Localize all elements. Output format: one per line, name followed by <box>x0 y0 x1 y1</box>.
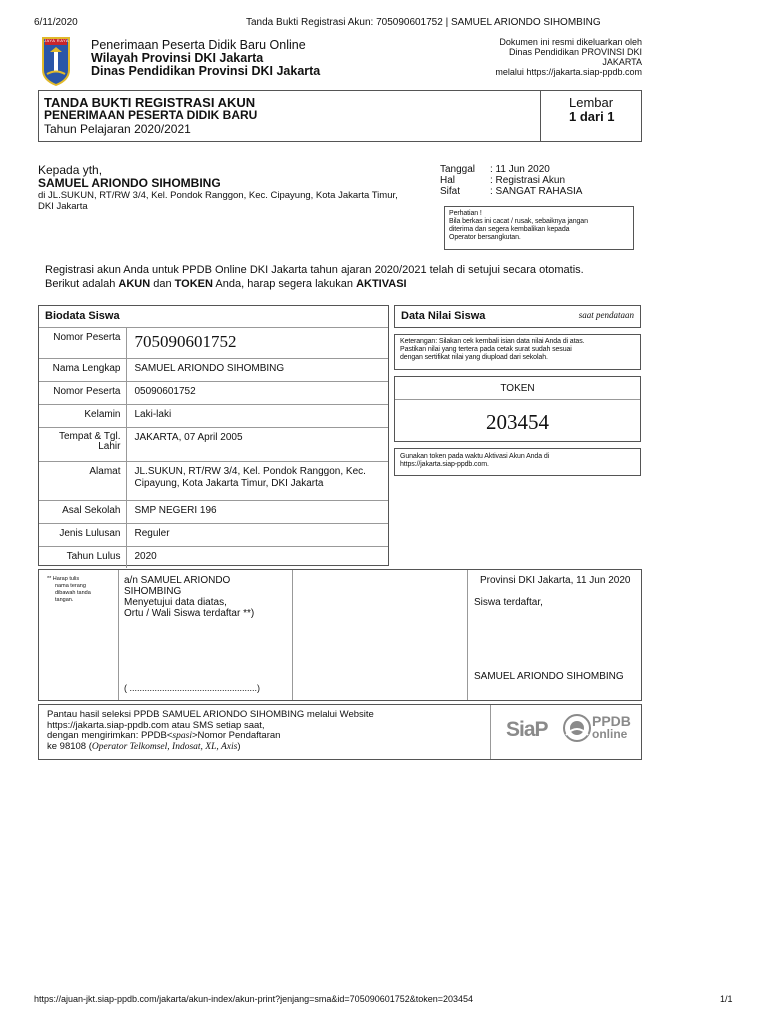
registered-label: Siswa terdaftar, <box>474 597 543 608</box>
token-divider <box>395 399 640 400</box>
bio-value-birth: JAKARTA, 07 April 2005 <box>126 428 388 462</box>
guardian-line3: Menyetujui data diatas, <box>124 597 227 608</box>
footer-line4-b: Operator Telkomsel, Indosat, XL, Axis <box>91 741 238 752</box>
recipient-address-2: DKI Jakarta <box>38 201 88 212</box>
token-label: TOKEN <box>500 383 535 394</box>
print-date: 6/11/2020 <box>34 17 78 28</box>
biodata-heading: Biodata Siswa <box>45 310 120 322</box>
print-title: Tanda Bukti Registrasi Akun: 705090601752 | SAMUEL ARIONDO SIHOMBING <box>246 17 601 28</box>
letterhead-line2: Wilayah Provinsi DKI Jakarta <box>91 51 264 65</box>
footer-line1: Pantau hasil seleksi PPDB SAMUEL ARIONDO SIHOMBING melalui Website <box>47 709 374 720</box>
recipient-address-1: di JL.SUKUN, RT/RW 3/4, Kel. Pondok Ranggon, Kec. Cipayung, Kota Jakarta Timur, <box>38 190 398 201</box>
bio-label: Alamat <box>39 462 126 501</box>
footer-line4-c: ) <box>237 740 241 752</box>
sig-divider-1 <box>118 570 119 700</box>
token-note-line2: https://jakarta.siap-ppdb.com. <box>400 461 489 468</box>
print-page: 1/1 <box>720 994 733 1004</box>
intro-line1: Registrasi akun Anda untuk PPDB Online DKI Jakarta tahun ajaran 2020/2021 telah di setujui secara otomatis. <box>45 264 584 276</box>
bio-value-graduation-type: Reguler <box>126 524 388 547</box>
guardian-line2: SIHOMBING <box>124 586 182 597</box>
ppdb-logo-text: PPDB <box>592 713 631 729</box>
footer-line3-b: spasi <box>172 731 192 741</box>
notice-line3: Operator bersangkutan. <box>449 234 521 241</box>
bio-label: Tempat & Tgl. Lahir <box>39 428 126 462</box>
footer-line3-c: >Nomor Pendaftaran <box>191 730 281 741</box>
table-row <box>39 547 388 568</box>
table-row <box>39 405 388 428</box>
footer-info-text <box>47 710 374 752</box>
footer-divider <box>490 705 491 759</box>
official-line1: Dokumen ini resmi dikeluarkan oleh <box>499 37 642 47</box>
grades-note-line3: dengan sertifikat nilai yang diupload dari sekolah. <box>400 354 548 361</box>
intro-text-c: dan <box>150 278 175 290</box>
official-line2: Dinas Pendidikan PROVINSI DKI <box>508 47 642 57</box>
grades-heading-note: saat pendataan <box>578 310 634 320</box>
notice-title: Perhatian ! <box>449 210 482 217</box>
guardian-line4: Ortu / Wali Siswa terdaftar **) <box>124 608 255 619</box>
siap-logo: SiaP <box>506 718 548 741</box>
sig-note <box>47 576 91 604</box>
bio-value-participant-no: 705090601752 <box>126 328 388 359</box>
token-value: 203454 <box>486 410 549 434</box>
notice-line2: diterima dan segera kembalikan kepada <box>449 226 570 233</box>
registered-name: SAMUEL ARIONDO SIHOMBING <box>474 671 624 682</box>
letterhead-line3: Dinas Pendidikan Provinsi DKI Jakarta <box>91 64 321 78</box>
bio-label: Jenis Lulusan <box>39 524 126 547</box>
bio-label: Tahun Lulus <box>39 547 126 568</box>
bio-label: Kelamin <box>39 405 126 428</box>
ppdb-logo-icon <box>562 713 592 743</box>
sig-note-line2: nama terang <box>55 583 86 589</box>
bio-label: Nomor Peserta <box>39 382 126 405</box>
nature-label: Sifat <box>440 186 461 197</box>
bio-value-school: SMP NEGERI 196 <box>126 501 388 524</box>
doc-title: TANDA BUKTI REGISTRASI AKUN <box>44 95 256 110</box>
intro-line2 <box>45 278 407 290</box>
guardian-blank: ( ...................................................) <box>124 683 261 693</box>
bio-value-gender: Laki-laki <box>126 405 388 428</box>
footer-line4-a: ke 98108 ( <box>47 740 92 752</box>
doc-subtitle: PENERIMAAN PESERTA DIDIK BARU <box>44 108 258 122</box>
sig-divider-2 <box>292 570 293 700</box>
bio-value-graduation-year: 2020 <box>126 547 388 568</box>
notice-box <box>444 206 634 250</box>
token-note-box <box>394 448 641 476</box>
official-line4: melalui https://jakarta.siap-ppdb.com <box>495 67 642 77</box>
letterhead-line1: Penerimaan Peserta Didik Baru Online <box>91 38 306 52</box>
sheet-label: Lembar <box>569 95 614 110</box>
intro-akun: AKUN <box>118 278 151 290</box>
table-row <box>39 501 388 524</box>
nature-value: : SANGAT RAHASIA <box>490 186 583 197</box>
notice-line1: Bila berkas ini cacat / rusak, sebaiknya jangan <box>449 218 588 225</box>
print-url: https://ajuan-jkt.siap-ppdb.com/jakarta/akun-index/akun-print?jenjang=sma&id=705090601752&token=203454 <box>34 994 474 1004</box>
footer-line3 <box>47 731 374 742</box>
doc-year: Tahun Pelajaran 2020/2021 <box>44 122 191 136</box>
recipient-name: SAMUEL ARIONDO SIHOMBING <box>38 176 221 190</box>
grades-note-line1: Keterangan: Silakan cek kembali isian data nilai Anda di atas. <box>400 338 585 345</box>
title-divider <box>540 91 541 141</box>
table-row <box>39 524 388 547</box>
official-line3: JAKARTA <box>602 57 642 67</box>
date-label: Tanggal <box>440 164 476 175</box>
table-row <box>39 359 388 382</box>
guardian-line1: a/n SAMUEL ARIONDO <box>124 575 231 586</box>
intro-token: TOKEN <box>174 278 213 290</box>
recipient-greeting: Kepada yth, <box>38 163 103 177</box>
emblem-logo-text: JAYA RAYA <box>44 38 70 43</box>
jakarta-emblem-icon <box>41 36 71 86</box>
bio-label: Asal Sekolah <box>39 501 126 524</box>
subject-value: : Registrasi Akun <box>490 175 566 186</box>
biodata-table <box>39 327 388 568</box>
place-date: Provinsi DKI Jakarta, 11 Jun 2020 <box>480 575 631 586</box>
intro-text-e: Anda, harap segera lakukan <box>212 278 357 290</box>
intro-text-a: Berikut adalah <box>45 278 119 290</box>
grades-heading: Data Nilai Siswa <box>401 310 486 322</box>
intro-aktivasi: AKTIVASI <box>356 278 407 290</box>
grades-note-box <box>394 334 641 370</box>
table-row <box>39 328 388 359</box>
sheet-value: 1 dari 1 <box>569 109 615 124</box>
table-row <box>39 462 388 501</box>
biodata-box <box>38 305 389 566</box>
sig-note-line3: dibawah tanda <box>55 590 91 596</box>
footer-line4 <box>47 742 374 753</box>
bio-value-participant-no-2: 05090601752 <box>126 382 388 405</box>
table-row <box>39 382 388 405</box>
bio-value-name: SAMUEL ARIONDO SIHOMBING <box>126 359 388 382</box>
official-notice <box>412 37 642 77</box>
meta-block <box>440 164 582 197</box>
guardian-block <box>124 575 254 619</box>
subject-label: Hal <box>440 175 456 186</box>
sig-note-line4: tangan. <box>55 597 74 603</box>
grades-box <box>394 305 641 328</box>
sig-note-line1: ** Harap tulis <box>47 576 80 582</box>
table-row <box>39 428 388 462</box>
bio-value-address: JL.SUKUN, RT/RW 3/4, Kel. Pondok Ranggon, Kec. Cipayung, Kota Jakarta Timur, DKI Jakarta <box>126 462 388 501</box>
sig-divider-3 <box>467 570 468 700</box>
grades-note-line2: Pastikan nilai yang tertera pada cetak surat sudah sesuai <box>400 346 572 353</box>
footer-line2: https://jakarta.siap-ppdb.com atau SMS setiap saat, <box>47 719 265 731</box>
ppdb-online-text: online <box>592 727 628 741</box>
bio-label: Nomor Peserta <box>39 328 126 359</box>
token-box <box>394 376 641 442</box>
token-note-line1: Gunakan token pada waktu Aktivasi Akun Anda di <box>400 453 550 460</box>
footer-line3-a: dengan mengirimkan: PPDB< <box>47 730 173 741</box>
bio-label: Nama Lengkap <box>39 359 126 382</box>
date-value: : 11 Jun 2020 <box>490 164 550 175</box>
